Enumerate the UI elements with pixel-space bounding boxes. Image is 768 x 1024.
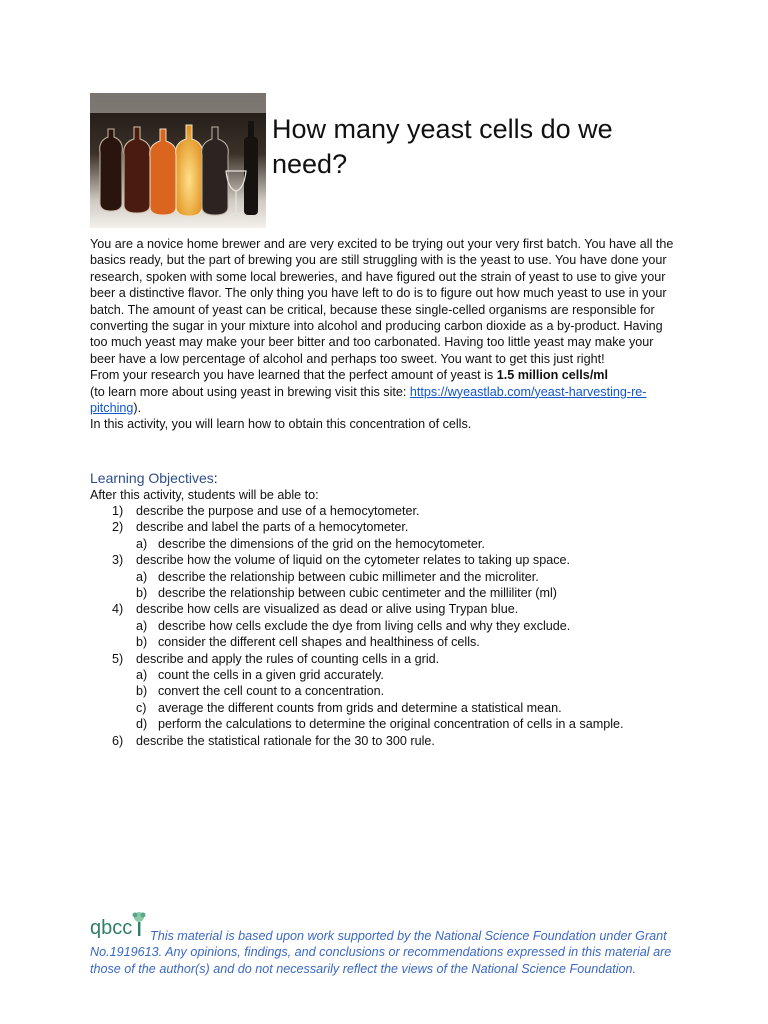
sub-objective-item [136,634,712,650]
sub-objective-letter: b) [136,684,148,699]
objective-text: describe how cells are visualized as dead or alive using Trypan blue. [136,602,519,617]
page-title: How many yeast cells do we need? [272,114,613,179]
objectives-list [112,503,712,749]
objective-item [112,601,712,650]
objective-item [112,733,712,749]
yeast-amount-paragraph [90,367,680,416]
objective-number: 2) [112,520,124,535]
objective-text: describe how the volume of liquid on the cytometer relates to taking up space. [136,553,571,568]
svg-text:qbcc: qbcc [90,917,133,939]
objective-row [112,552,712,568]
objective-row [112,519,712,535]
yeast-link-lead: (to learn more about using yeast in brewing visit this site: [90,384,410,399]
funding-footer [90,910,680,977]
objective-number: 1) [112,504,124,518]
sub-objectives-list [112,536,712,552]
objective-number: 5) [112,651,124,666]
sub-objective-item [136,700,712,716]
yeast-link-close: ). [133,401,142,416]
objectives-intro: After this activity, students will be able to: [90,488,319,502]
objective-item [112,552,712,601]
objective-text: describe and apply the rules of counting cells in a grid. [136,651,440,666]
qbcci-logo [90,910,148,944]
sub-objective-text: describe the dimensions of the grid on the hemocytometer. [158,536,485,551]
objective-row [112,601,712,617]
objective-text: describe and label the parts of a hemocytometer. [136,520,409,535]
objective-row [112,503,712,519]
sub-objective-item [136,536,712,552]
learning-objectives-heading [90,469,218,487]
intro-section [90,236,680,433]
sub-objective-text: count the cells in a given grid accurately. [158,668,384,683]
beer-bottles-photo [90,93,266,228]
sub-objectives-list [112,667,712,733]
sub-objective-item [136,618,712,634]
objective-text: describe the statistical rationale for the 30 to 300 rule. [136,733,435,748]
sub-objective-text: describe the relationship between cubic millimeter and the microliter. [158,569,539,584]
objective-number: 6) [112,733,124,748]
sub-objective-item [136,585,712,601]
sub-objectives-list [112,618,712,651]
sub-objective-letter: a) [136,536,148,551]
yeast-amount-value: 1.5 million cells/ml [496,368,609,383]
sub-objective-text: consider the different cell shapes and healthiness of cells. [158,635,480,650]
objective-row [112,733,712,749]
funding-statement: This material is based upon work supported by the National Science Foundation under Grant No.1919613. Any opinions, findings, and conclusions or recommendations expressed in this material are those of the author(s) and do not necessarily reflect the views of the National Science Foundation. [90,929,672,976]
sub-objective-text: average the different counts from grids and determine a statistical mean. [158,700,562,715]
learning-objectives-label: Learning Objectives [90,470,214,486]
sub-objective-text: describe the relationship between cubic centimeter and the milliliter (ml) [158,586,557,601]
sub-objective-letter: b) [136,586,148,601]
objective-number: 4) [112,602,124,617]
objective-text: describe the purpose and use of a hemocytometer. [136,504,420,518]
sub-objective-item [136,667,712,683]
sub-objective-letter: a) [136,569,148,584]
objective-item [112,503,712,519]
sub-objectives-list [112,569,712,602]
objective-item [112,519,712,552]
sub-objective-letter: d) [136,717,148,732]
sub-objective-item [136,569,712,585]
activity-paragraph: In this activity, you will learn how to obtain this concentration of cells. [90,417,472,432]
objective-number: 3) [112,553,124,568]
intro-paragraph: You are a novice home brewer and are very excited to be trying out your very first batch. You have all the basics ready, but the part of brewing you are still struggling with is the yeast to use. You have done your research, spoken with some local breweries, and have figured out the strain of yeast to use to give your beer a distinctive flavor. The only thing you have left to do is to figure out how much yeast to use in your batch. The amount of yeast can be critical, because these single-celled organisms are responsible for converting the sugar in your mixture into alcohol and producing carbon dioxide as a by-product. Having too much yeast may make your beer bitter and too carbonated. Having too little yeast may make your beer have a low percentage of alcohol and perhaps too sweet. You want to get this just right! [90,237,674,366]
sub-objective-letter: b) [136,635,148,650]
sub-objective-letter: a) [136,668,148,683]
objective-item [112,651,712,733]
sub-objective-text: convert the cell count to a concentration. [158,684,385,699]
objective-row [112,651,712,667]
sub-objective-item [136,683,712,699]
wyeast-link[interactable]: https://wyeastlab.com/yeast-harvesting-re-pitching [90,384,647,416]
yeast-amount-text: From your research you have learned that the perfect amount of yeast is [90,368,497,383]
sub-objective-letter: a) [136,618,148,633]
heading-colon: : [213,470,218,486]
sub-objective-text: perform the calculations to determine the original concentration of cells in a sample. [158,717,624,732]
sub-objective-item [136,716,712,732]
sub-objective-text: describe how cells exclude the dye from living cells and why they exclude. [158,618,571,633]
sub-objective-letter: c) [136,700,147,715]
